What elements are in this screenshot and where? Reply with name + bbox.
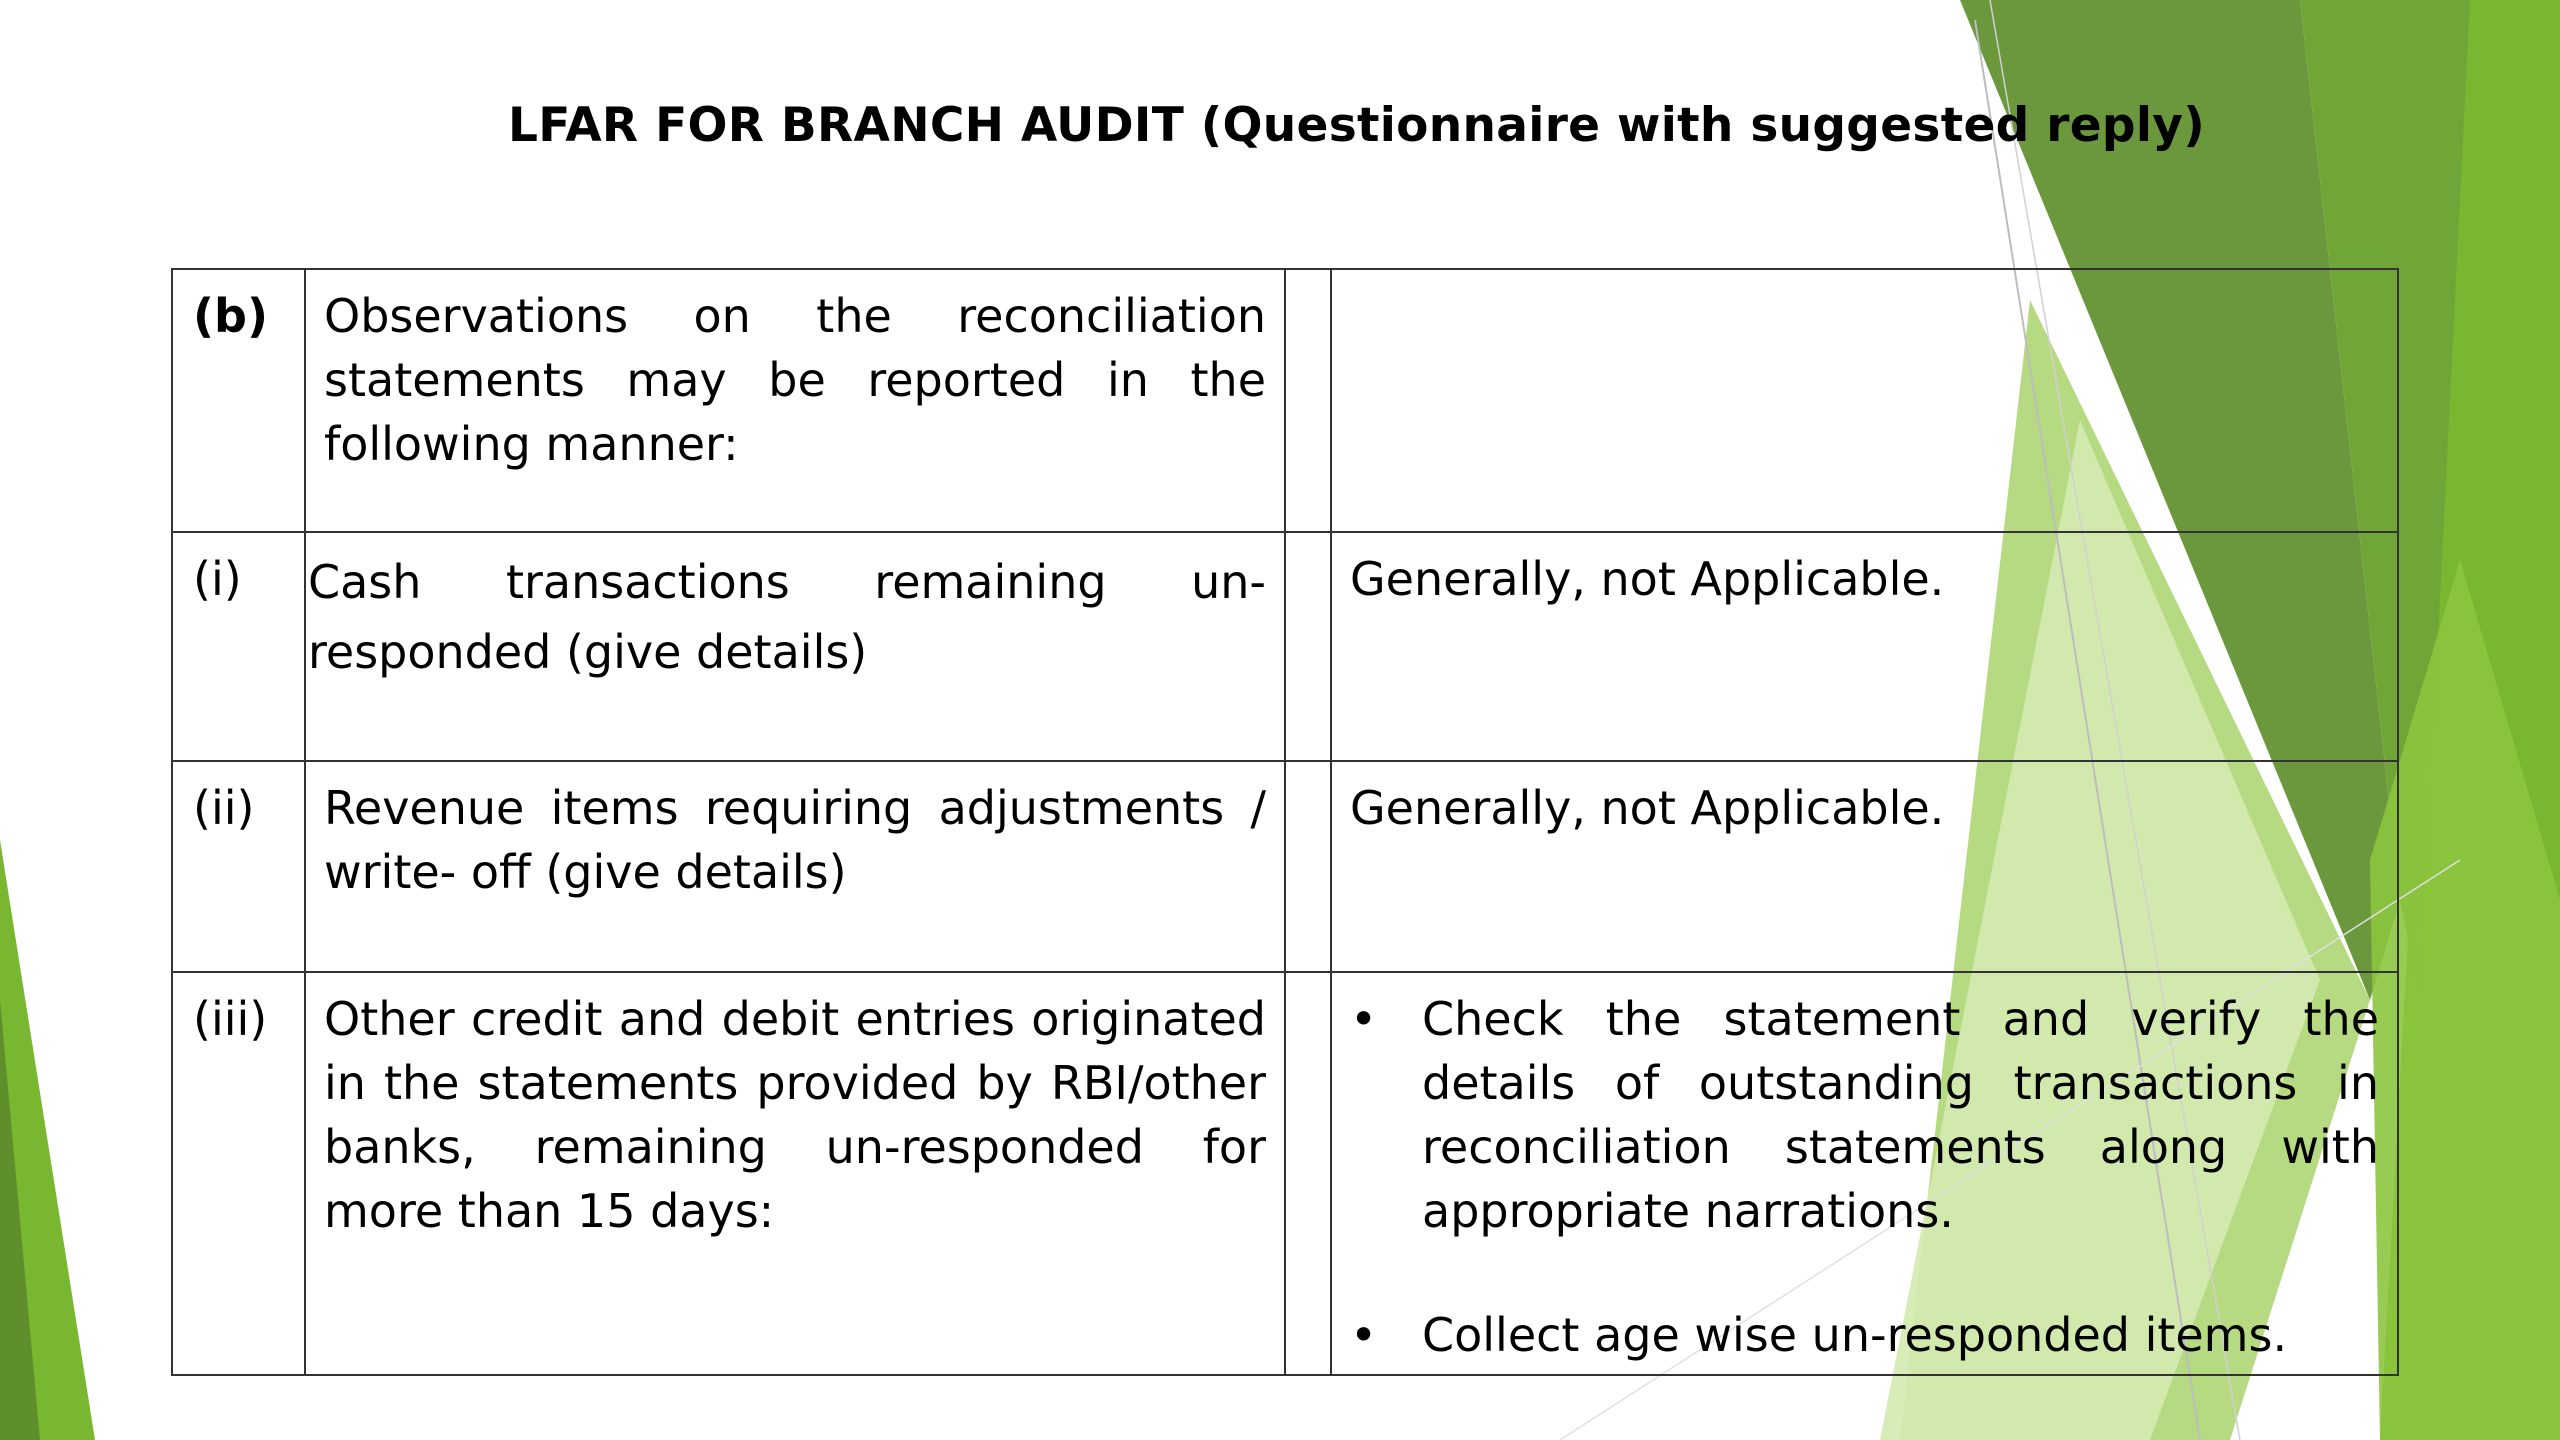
- reply-bullet-list: [1350, 987, 2379, 1367]
- questionnaire-table: [171, 268, 2399, 1376]
- reply-cell: [1331, 972, 2398, 1375]
- spacer-cell: [1285, 269, 1331, 532]
- table-row: [172, 761, 2398, 972]
- question-cell: Other credit and debit entries originated in the statements provided by RBI/other banks, remaining un-responded for more than 15 days:: [305, 972, 1285, 1375]
- spacer-cell: [1285, 761, 1331, 972]
- spacer-cell: [1285, 972, 1331, 1375]
- row-number: (iii): [172, 972, 305, 1375]
- table-row: [172, 972, 2398, 1375]
- question-cell: Observations on the reconciliation statements may be reported in the following manner:: [305, 269, 1285, 532]
- row-number: (b): [172, 269, 305, 532]
- question-cell: Cash transactions remaining un-responded (give details): [305, 532, 1285, 761]
- table-row: [172, 269, 2398, 532]
- spacer-cell: [1285, 532, 1331, 761]
- reply-bullet: • Check the statement and verify the details of outstanding transactions in reconciliation statements along with appropriate narrations.: [1350, 987, 2379, 1243]
- table-row: [172, 532, 2398, 761]
- row-number: (i): [172, 532, 305, 761]
- slide-title: LFAR FOR BRANCH AUDIT (Questionnaire with suggested reply): [508, 98, 2205, 153]
- row-number: (ii): [172, 761, 305, 972]
- reply-cell: Generally, not Applicable.: [1331, 532, 2398, 761]
- reply-bullet: • Collect age wise un-responded items.: [1350, 1303, 2379, 1367]
- question-cell: Revenue items requiring adjustments / write- off (give details): [305, 761, 1285, 972]
- reply-cell: Generally, not Applicable.: [1331, 761, 2398, 972]
- reply-cell: [1331, 269, 2398, 532]
